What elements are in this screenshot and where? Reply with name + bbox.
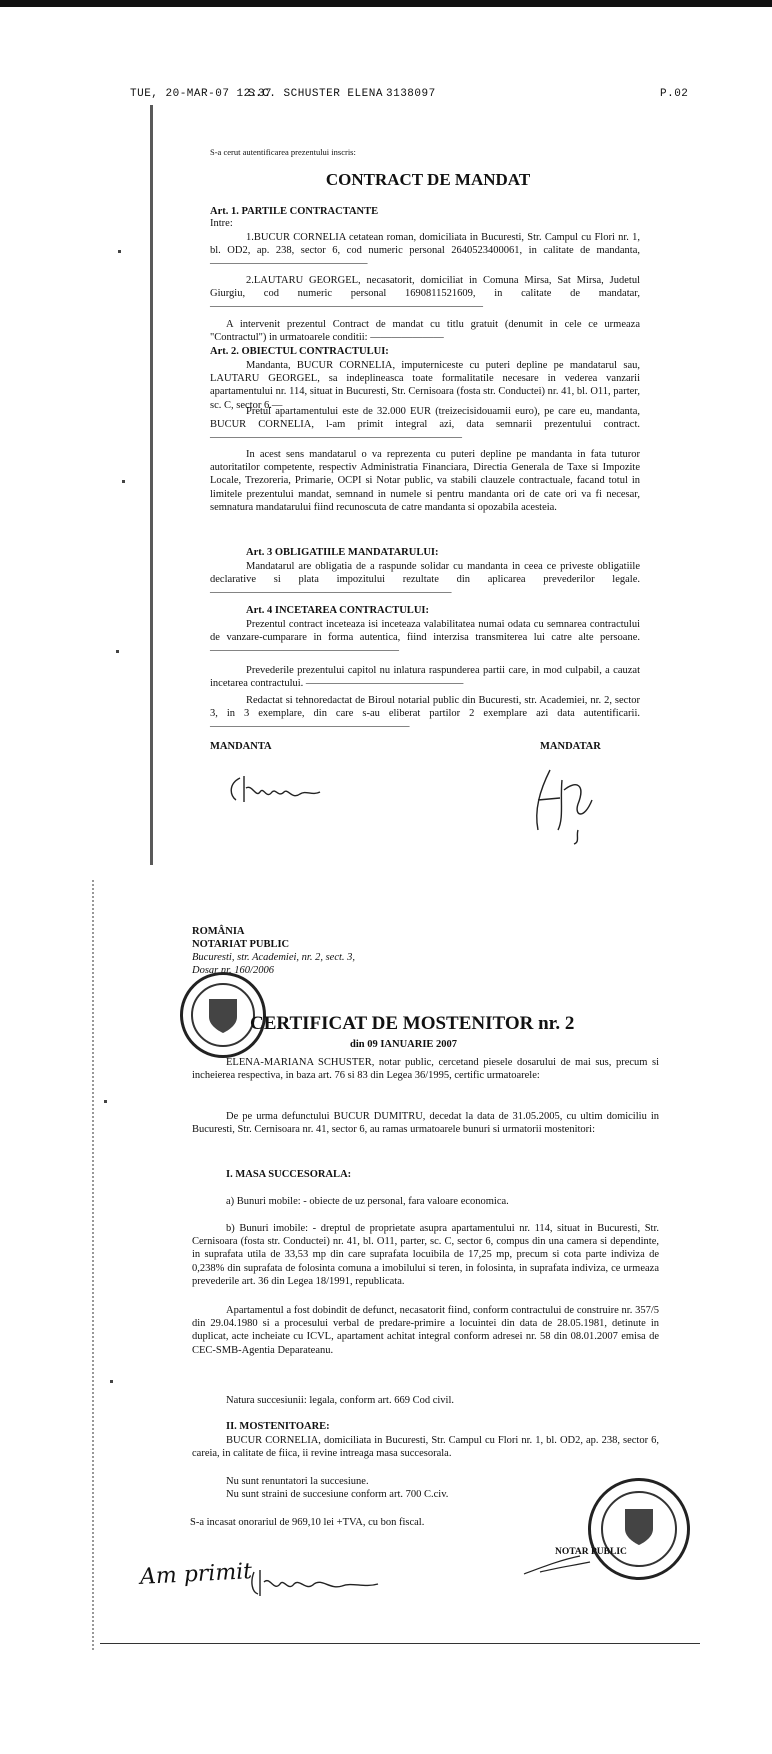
mandanta-label: MANDANTA [210, 741, 272, 752]
onorariu-note: S-a incasat onorariul de 969,10 lei +TVA, cu bon fiscal. [190, 1517, 425, 1528]
intervenit-clause: A intervenit prezentul Contract de mandat cu titlu gratuit (denumit in cele ce urmeaza "Contractul") in urmatoarele conditii: ——————— [210, 319, 640, 344]
art2-paragraph-3: In acest sens mandatarul o va reprezenta cu puteri depline pe mandanta in fata tuturor autoritatilor competente, respectiv Administratia Financiara, Directia Generala de Taxe si Impozite Locale, Trezoreria, Primarie, OCPI si Notar public, va stabili clauzele contractuale, facand totul in limitele prezentului mandat, semnand in numele si pentru mandanta ori de cate ori va fi necesar, semnatura mandatarului fiind recunoscuta de catre mandanta si opozabila acesteia. [210, 449, 640, 513]
art3-paragraph-1: Mandatarul are obligatia de a raspunde solidar cu mandanta in ceea ce priveste obligatiile declarative si plata impozitului rezultate din aplicarea prevederilor legale. ——————————————————————— [210, 561, 640, 599]
art2-paragraph-1: Mandanta, BUCUR CORNELIA, imputerniceste cu puteri depline pe mandatarul sau, LAUTARU GEORGEL, sa indeplineasca toate formalitatile necesare in vederea vanzarii apartamentului nr. 114, situat in Bucuresti, Str. Cernisoara (fosta str. Conductei) nr. 41, bl. O11, parter, sc. C, sector 6.— [210, 360, 640, 411]
notary-signature [520, 1550, 610, 1580]
art2-heading: Art. 2. OBIECTUL CONTRACTULUI: [210, 346, 389, 357]
mandanta-signature [222, 770, 332, 810]
scan-speck [122, 480, 125, 483]
fax-number: 3138097 [386, 88, 436, 100]
apartament-paragraph: Apartamentul a fost dobindit de defunct, necasatorit fiind, conform contractului de construire nr. 357/5 din 29.04.1980 si a procesului verbal de predare-primire a locuintei din data de 28.05.1981, detinute in duplicat, acte incheiate cu ICVL, apartament achitat integral conform adresei nr. 58 din 08.01.2007 emisa de CEC-SMB-Agentia Deparateanu. [192, 1305, 659, 1356]
coat-of-arms-icon [205, 995, 241, 1035]
cert-deceased-paragraph: De pe urma defunctului BUCUR DUMITRU, decedat la data de 31.05.2005, cu ultim domiciliu in Bucuresti, Str. Cernisoara nr. 41, sector 6, au ramas urmatoarele bunuri si urmatorii mostenitori: [192, 1111, 659, 1136]
mostenitoare-heading: II. MOSTENITOARE: [226, 1421, 330, 1432]
party-2: 2.LAUTARU GEORGEL, necasatorit, domiciliat in Comuna Mirsa, Sat Mirsa, Judetul Giurgiu, cod numeric personal 1690811521609, in calitate de mandatar, —————————————————————————— [210, 275, 640, 313]
straini-note: Nu sunt straini de succesiune conform art. 700 C.civ. [226, 1489, 449, 1500]
cert-dosar: Dosar nr. 160/2006 [192, 965, 274, 976]
mandatar-label: MANDATAR [540, 741, 601, 752]
heir-signature [248, 1562, 388, 1602]
renuntatori-note: Nu sunt renuntatori la succesiune. [226, 1476, 369, 1487]
bunuri-mobile: a) Bunuri mobile: - obiecte de uz personal, fara valoare economica. [226, 1196, 509, 1207]
scan-speck [118, 250, 121, 253]
scan-speck [116, 650, 119, 653]
art4-heading: Art. 4 INCETAREA CONTRACTULUI: [246, 605, 429, 616]
intre-label: Intre: [210, 218, 233, 229]
notar-public-label: NOTAR PUBLIC [555, 1547, 627, 1557]
scan-speck [104, 1100, 107, 1103]
art1-heading: Art. 1. PARTILE CONTRACTANTE [210, 206, 379, 217]
art4-paragraph-1: Prezentul contract inceteaza isi inceteaza valabilitatea numai odata cu semnarea contractului de vanzare-cumparare in forma autentica, fiind interzisa transmiterea lui catre alte persoane. —————————————————— [210, 619, 640, 657]
cert-date: din 09 IANUARIE 2007 [350, 1039, 458, 1050]
contract-title: CONTRACT DE MANDAT [325, 170, 531, 189]
art4-paragraph-3: Redactat si tehnoredactat de Biroul notarial public din Bucuresti, str. Academiei, nr. 2, sector 3, in 3 exemplare, din care s-au eliberat partilor 2 exemplare azi data autentificarii. ——————————————————— [210, 695, 640, 733]
fax-page-number: P.02 [660, 88, 689, 100]
fax-sender: S.C. SCHUSTER ELENA [248, 88, 383, 100]
cert-title: CERTIFICAT DE MOSTENITOR nr. 2 [250, 1013, 575, 1034]
fax-top-bar [0, 0, 772, 7]
cert-address: Bucuresti, str. Academiei, nr. 2, sect. 3, [192, 952, 356, 963]
cert-country: ROMÂNIA [192, 926, 245, 937]
handwritten-am-primit: Am primit [139, 1559, 253, 1590]
masa-succesorala-heading: I. MASA SUCCESORALA: [226, 1169, 352, 1180]
scan-speck [110, 1380, 113, 1383]
art3-heading: Art. 3 OBLIGATIILE MANDATARULUI: [246, 547, 439, 558]
natura-succesiunii: Natura succesiunii: legala, conform art. 669 Cod civil. [226, 1395, 455, 1406]
coat-of-arms-icon [621, 1505, 657, 1549]
mostenitoare-paragraph: BUCUR CORNELIA, domiciliata in Bucuresti, Str. Campul cu Flori nr. 1, bl. OD2, ap. 238, sector 6, careia, in calitate de fiica, ii revine intreaga masa succesorala. [192, 1435, 659, 1460]
art4-paragraph-2: Prevederile prezentului capitol nu inlatura raspunderea partii care, in mod culpabil, a cauzat incetarea contractului. ——————————————— [210, 665, 640, 690]
authentication-note: S-a cerut autentificarea prezentului inscris: [210, 147, 356, 157]
scan-edge-left [150, 105, 165, 865]
art2-paragraph-2: Pretul apartamentului este de 32.000 EUR (treizecisidouamii euro), pe care eu, mandanta, BUCUR CORNELIA, l-am primit integral azi, data semnarii prezentului contract. ———————————————————————— [210, 406, 640, 444]
bunuri-imobile: b) Bunuri imobile: - dreptul de proprietate asupra apartamentului nr. 114, situat in Bucuresti, Str. Cernisoara (fosta str. Conductei) nr. 41, bl. O11, parter, sc. C, sector 6, compus din una camera si dependinte, in suprafata utila de 33,53 mp din care suprafata locuibila de 17,25 mp, precum si cota parte indiviza de 0,238% din suprafata de folosinta comuna a imobilului si teren, in folosinta, in suprafata indiviza, ce urmeaza prevederile art. 36 din Legea 18/1991, republicata. [192, 1223, 659, 1287]
fax-datetime: TUE, 20-MAR-07 12:37 [130, 88, 273, 100]
scan-edge-left-lower [92, 880, 100, 1650]
mandatar-signature [520, 760, 610, 850]
cert-office: NOTARIAT PUBLIC [192, 939, 290, 950]
party-1: 1.BUCUR CORNELIA cetatean roman, domiciliata in Bucuresti, Str. Campul cu Flori nr. 1, bl. OD2, ap. 238, sector 6, cod numeric personal 2640523400061, in calitate de mandanta, ——————————————— [210, 232, 640, 270]
cert-intro: ELENA-MARIANA SCHUSTER, notar public, cercetand piesele dosarului de mai sus, precum si incheierea respectiva, in baza art. 76 si 83 din Legea 36/1995, certific urmatoarele: [192, 1057, 659, 1082]
bottom-scan-line [100, 1643, 700, 1644]
